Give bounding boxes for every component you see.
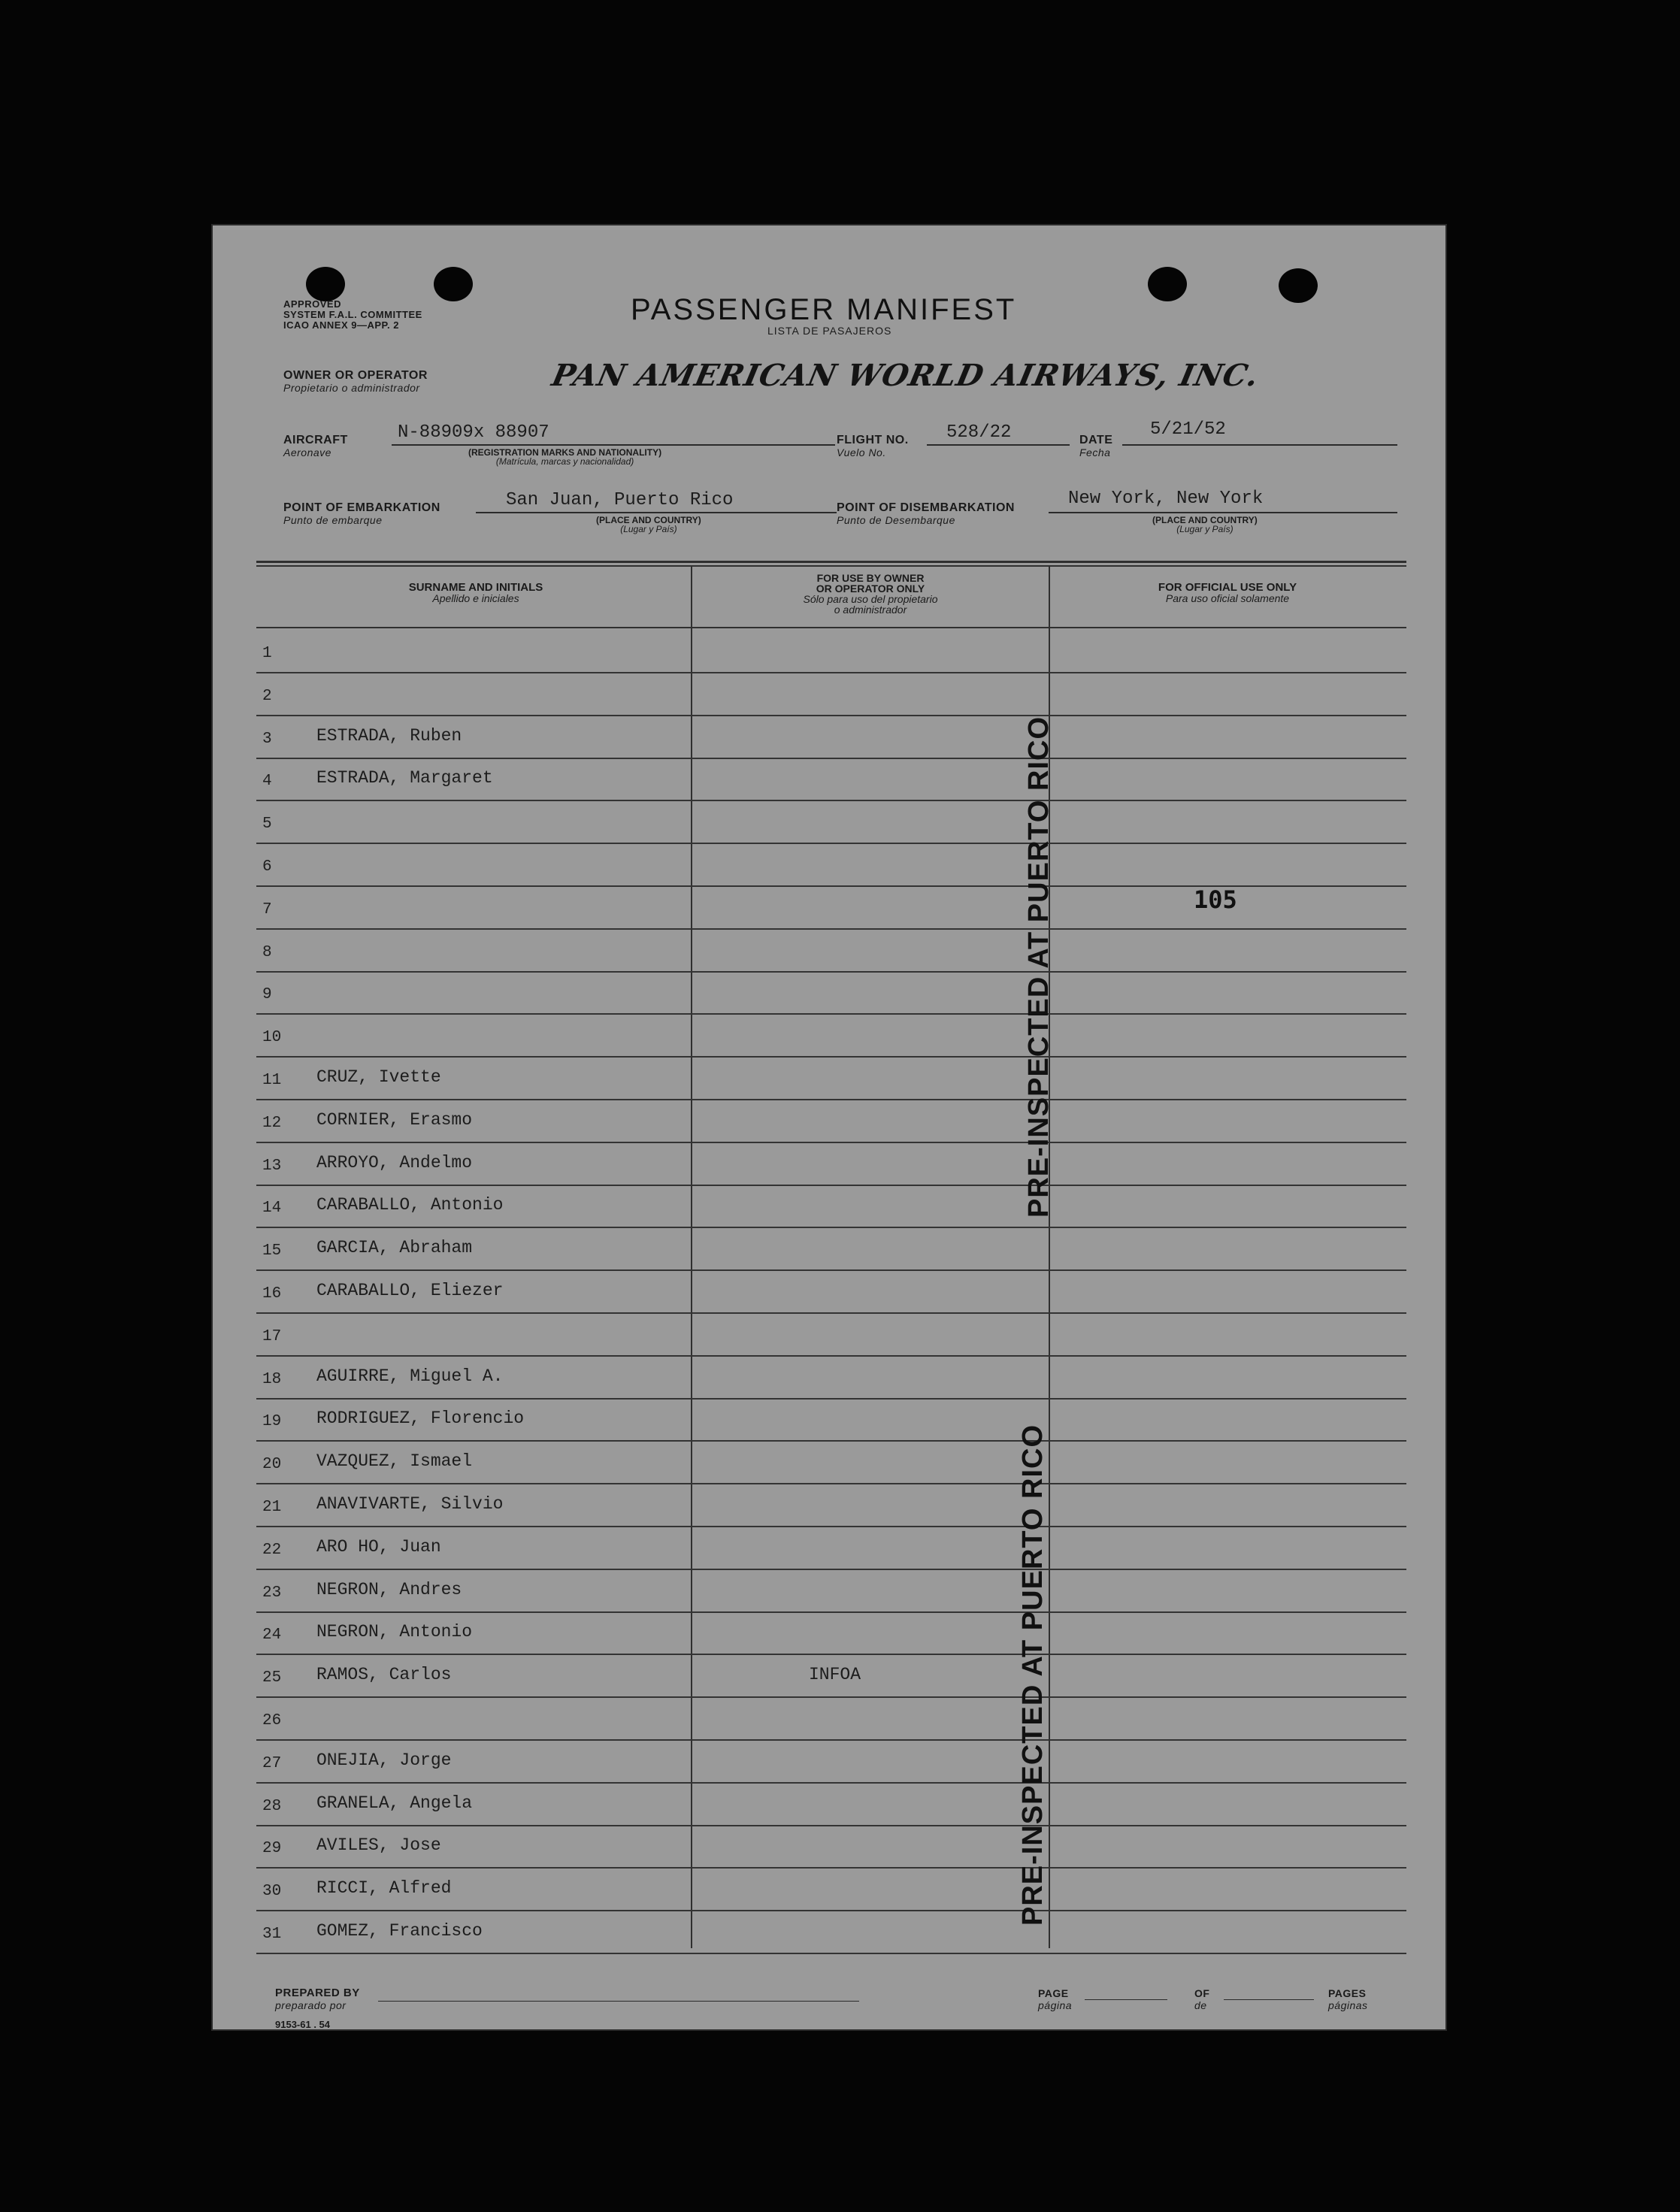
embark-place-note-es: (Lugar y País) bbox=[620, 524, 677, 534]
embark-value: San Juan, Puerto Rico bbox=[506, 490, 734, 510]
passenger-name: ESTRADA, Margaret bbox=[316, 768, 493, 788]
row-rule bbox=[256, 1867, 1406, 1869]
table-row bbox=[256, 1656, 1406, 1698]
owner-use-header-1: FOR USE BY OWNER bbox=[816, 572, 925, 584]
row-rule bbox=[256, 1910, 1406, 1911]
surname-column-header bbox=[325, 582, 626, 604]
aircraft-label bbox=[283, 434, 348, 458]
row-number: 24 bbox=[262, 1626, 282, 1645]
row-rule bbox=[256, 1953, 1406, 1954]
row-rule bbox=[256, 1013, 1406, 1015]
date-label bbox=[1079, 434, 1112, 458]
table-row bbox=[256, 1400, 1406, 1442]
row-number: 3 bbox=[262, 730, 272, 748]
date-underline bbox=[1122, 444, 1397, 446]
annex-text: ICAO ANNEX 9—APP. 2 bbox=[283, 319, 399, 331]
row-number: 4 bbox=[262, 773, 272, 791]
prepared-by-es: preparado por bbox=[275, 1999, 347, 2011]
date-value: 5/21/52 bbox=[1150, 419, 1226, 440]
row-rule bbox=[256, 1569, 1406, 1570]
date-label-en: DATE bbox=[1079, 434, 1113, 446]
of-underline bbox=[1224, 1999, 1314, 2000]
row-number: 17 bbox=[262, 1327, 282, 1345]
table-row bbox=[256, 1869, 1406, 1911]
passenger-name: GRANELA, Angela bbox=[316, 1793, 473, 1813]
prepared-by-label bbox=[275, 1987, 360, 2011]
embark-place-note-en: (PLACE AND COUNTRY) bbox=[596, 515, 701, 525]
disembark-underline bbox=[1049, 512, 1397, 513]
row-number: 6 bbox=[262, 858, 272, 876]
page-label-en: PAGE bbox=[1038, 1987, 1069, 1999]
table-row bbox=[256, 1571, 1406, 1613]
row-number: 13 bbox=[262, 1157, 282, 1175]
owner-use-header-2: OR OPERATOR ONLY bbox=[816, 583, 925, 595]
passenger-name: RODRIGUEZ, Florencio bbox=[316, 1409, 525, 1429]
punch-hole bbox=[434, 267, 473, 301]
row-number: 12 bbox=[262, 1114, 282, 1132]
row-number: 20 bbox=[262, 1456, 282, 1474]
table-row bbox=[256, 1144, 1406, 1186]
table-row bbox=[256, 1272, 1406, 1314]
surname-header-es: Apellido e iniciales bbox=[432, 592, 519, 604]
row-rule bbox=[256, 971, 1406, 973]
disembark-place-note-en: (PLACE AND COUNTRY) bbox=[1152, 515, 1258, 525]
page-underline bbox=[1085, 1999, 1167, 2000]
owner-label-en: OWNER OR OPERATOR bbox=[283, 369, 428, 382]
official-header-en: FOR OFFICIAL USE ONLY bbox=[1158, 581, 1297, 594]
row-rule bbox=[256, 928, 1406, 930]
row-number: 16 bbox=[262, 1285, 282, 1303]
row-rule bbox=[256, 1654, 1406, 1655]
table-row bbox=[256, 759, 1406, 801]
disembark-place-note-es: (Lugar y País) bbox=[1176, 524, 1234, 534]
owner-use-note: INFOA bbox=[809, 1665, 861, 1685]
row-rule bbox=[256, 1355, 1406, 1357]
page-label-es: página bbox=[1038, 1999, 1073, 2011]
of-label-en: OF bbox=[1194, 1987, 1210, 1999]
row-number: 28 bbox=[262, 1797, 282, 1815]
prepared-by-en: PREPARED BY bbox=[275, 1987, 360, 1999]
embark-place-note bbox=[596, 516, 701, 534]
passenger-name: CRUZ, Ivette bbox=[316, 1067, 441, 1087]
row-number: 19 bbox=[262, 1413, 282, 1431]
row-rule bbox=[256, 800, 1406, 801]
passenger-name: NEGRON, Antonio bbox=[316, 1622, 473, 1642]
of-label-es: de bbox=[1194, 1999, 1207, 2011]
form-code: 9153-61 . 54 bbox=[275, 2019, 331, 2030]
row-rule bbox=[256, 1312, 1406, 1314]
row-rule bbox=[256, 1056, 1406, 1058]
row-rule bbox=[256, 758, 1406, 759]
table-row bbox=[256, 1613, 1406, 1655]
registration-note bbox=[468, 448, 661, 466]
owner-use-header-es-1: Sólo para uso del propietario bbox=[803, 593, 938, 605]
owner-label bbox=[283, 370, 428, 394]
row-number: 5 bbox=[262, 816, 272, 834]
approved-text: APPROVED bbox=[283, 298, 341, 310]
embark-underline bbox=[476, 512, 837, 513]
row-rule bbox=[256, 1825, 1406, 1826]
owner-use-header-es-2: o administrador bbox=[834, 604, 907, 616]
row-number: 23 bbox=[262, 1584, 282, 1602]
row-rule bbox=[256, 1398, 1406, 1400]
row-rule bbox=[256, 1440, 1406, 1442]
row-number: 21 bbox=[262, 1499, 282, 1516]
table-top-rule-double bbox=[256, 565, 1406, 567]
row-number: 27 bbox=[262, 1754, 282, 1772]
row-rule bbox=[256, 1185, 1406, 1186]
passenger-name: AGUIRRE, Miguel A. bbox=[316, 1366, 504, 1386]
table-row bbox=[256, 1485, 1406, 1527]
embark-label-es: Punto de embarque bbox=[283, 514, 383, 526]
table-row bbox=[256, 930, 1406, 973]
row-number: 9 bbox=[262, 986, 272, 1004]
passenger-name: ARO HO, Juan bbox=[316, 1536, 441, 1557]
owner-label-es: Propietario o administrador bbox=[283, 382, 420, 394]
table-row bbox=[256, 973, 1406, 1015]
disembark-label bbox=[837, 502, 1015, 526]
committee-text: SYSTEM F.A.L. COMMITTEE bbox=[283, 309, 422, 320]
page-label bbox=[1038, 1987, 1072, 2011]
table-row bbox=[256, 717, 1406, 759]
flight-label bbox=[837, 434, 909, 458]
table-row bbox=[256, 1229, 1406, 1271]
punch-hole bbox=[306, 267, 345, 301]
table-row bbox=[256, 845, 1406, 887]
row-rule bbox=[256, 1269, 1406, 1271]
row-rule bbox=[256, 1142, 1406, 1143]
row-rule bbox=[256, 1099, 1406, 1100]
row-number: 30 bbox=[262, 1883, 282, 1901]
passenger-name: ESTRADA, Ruben bbox=[316, 725, 462, 746]
of-label bbox=[1194, 1987, 1209, 2011]
table-row bbox=[256, 1058, 1406, 1100]
disembark-label-es: Punto de Desembarque bbox=[837, 514, 955, 526]
passenger-name: ARROYO, Andelmo bbox=[316, 1152, 473, 1173]
row-rule bbox=[256, 1526, 1406, 1527]
aircraft-value: N-88909x 88907 bbox=[398, 422, 549, 443]
page-title: PASSENGER MANIFEST bbox=[631, 293, 1017, 326]
table-row bbox=[256, 1015, 1406, 1058]
row-number: 1 bbox=[262, 645, 272, 662]
flight-underline bbox=[927, 444, 1070, 446]
row-number: 11 bbox=[262, 1072, 282, 1089]
row-rule bbox=[256, 1782, 1406, 1784]
registration-note-es: (Matrícula, marcas y nacionalidad) bbox=[495, 456, 634, 467]
owner-use-column-header bbox=[724, 573, 1017, 615]
row-number: 15 bbox=[262, 1242, 282, 1260]
row-number: 31 bbox=[262, 1926, 282, 1943]
punch-hole bbox=[1148, 267, 1187, 301]
passenger-name: CARABALLO, Eliezer bbox=[316, 1281, 504, 1300]
date-label-es: Fecha bbox=[1079, 446, 1111, 458]
official-number: 105 bbox=[1194, 885, 1237, 914]
header-rule bbox=[256, 627, 1406, 628]
table-row bbox=[256, 1826, 1406, 1869]
table-row bbox=[256, 1528, 1406, 1570]
page-subtitle: LISTA DE PASAJEROS bbox=[767, 325, 892, 337]
passenger-name: RICCI, Alfred bbox=[316, 1878, 452, 1899]
surname-header-en: SURNAME AND INITIALS bbox=[408, 581, 543, 594]
disembark-place-note bbox=[1152, 516, 1258, 534]
row-number: 10 bbox=[262, 1029, 282, 1047]
passenger-name: ANAVIVARTE, Silvio bbox=[316, 1494, 504, 1514]
passenger-name: NEGRON, Andres bbox=[316, 1579, 462, 1599]
disembark-label-en: POINT OF DISEMBARKATION bbox=[837, 501, 1015, 514]
official-header-es: Para uso oficial solamente bbox=[1165, 592, 1290, 604]
table-row bbox=[256, 1186, 1406, 1228]
passenger-name: GARCIA, Abraham bbox=[316, 1238, 473, 1258]
flight-label-es: Vuelo No. bbox=[837, 446, 886, 458]
inspection-stamp-upper: PRE-INSPECTED AT PUERTO RICO bbox=[1023, 716, 1055, 1218]
row-number: 7 bbox=[262, 900, 272, 918]
row-number: 25 bbox=[262, 1669, 282, 1687]
row-number: 14 bbox=[262, 1200, 282, 1218]
table-row bbox=[256, 1442, 1406, 1484]
table-top-rule bbox=[256, 561, 1406, 563]
aircraft-label-es: Aeronave bbox=[283, 446, 331, 458]
row-rule bbox=[256, 1611, 1406, 1613]
disembark-value: New York, New York bbox=[1068, 489, 1264, 509]
approval-note bbox=[283, 299, 422, 331]
flight-value: 528/22 bbox=[946, 422, 1012, 443]
punch-hole bbox=[1279, 268, 1318, 303]
registration-note-en: (REGISTRATION MARKS AND NATIONALITY) bbox=[468, 447, 662, 458]
embark-label bbox=[283, 502, 440, 526]
table-row bbox=[256, 1357, 1406, 1400]
table-row bbox=[256, 1101, 1406, 1143]
row-rule bbox=[256, 1483, 1406, 1484]
row-rule bbox=[256, 715, 1406, 716]
passenger-name: CARABALLO, Antonio bbox=[316, 1195, 504, 1215]
table-row bbox=[256, 1912, 1406, 1954]
table-row bbox=[256, 1741, 1406, 1784]
row-number: 26 bbox=[262, 1712, 282, 1729]
operator-name: PAN AMERICAN WORLD AIRWAYS, INC. bbox=[549, 358, 1263, 393]
row-number: 22 bbox=[262, 1541, 282, 1559]
passenger-name: CORNIER, Erasmo bbox=[316, 1109, 473, 1130]
row-rule bbox=[256, 1739, 1406, 1741]
row-rule bbox=[256, 1696, 1406, 1698]
table-row bbox=[256, 674, 1406, 716]
prepared-by-underline bbox=[378, 2001, 859, 2002]
row-rule bbox=[256, 1227, 1406, 1228]
row-number: 8 bbox=[262, 943, 272, 961]
pages-label-en: PAGES bbox=[1328, 1987, 1367, 1999]
aircraft-underline bbox=[392, 444, 835, 446]
table-row bbox=[256, 631, 1406, 673]
passenger-name: RAMOS, Carlos bbox=[316, 1665, 452, 1685]
inspection-stamp-lower: PRE-INSPECTED AT PUERTO RICO bbox=[1017, 1424, 1049, 1926]
table-row bbox=[256, 1315, 1406, 1357]
passenger-name: ONEJIA, Jorge bbox=[316, 1750, 452, 1770]
row-rule bbox=[256, 843, 1406, 844]
flight-label-en: FLIGHT NO. bbox=[837, 434, 909, 446]
table-row bbox=[256, 1784, 1406, 1826]
official-column-header bbox=[1077, 582, 1378, 604]
row-number: 2 bbox=[262, 687, 272, 705]
passenger-name: VAZQUEZ, Ismael bbox=[316, 1451, 473, 1472]
pages-label bbox=[1328, 1987, 1368, 2011]
passenger-name: GOMEZ, Francisco bbox=[316, 1921, 483, 1941]
manifest-sheet bbox=[213, 225, 1445, 2029]
aircraft-label-en: AIRCRAFT bbox=[283, 434, 348, 446]
passenger-name: AVILES, Jose bbox=[316, 1835, 441, 1856]
table-row bbox=[256, 802, 1406, 844]
row-rule bbox=[256, 672, 1406, 673]
pages-label-es: páginas bbox=[1328, 1999, 1368, 2011]
row-number: 29 bbox=[262, 1840, 282, 1858]
row-number: 18 bbox=[262, 1370, 282, 1388]
table-row bbox=[256, 1699, 1406, 1741]
embark-label-en: POINT OF EMBARKATION bbox=[283, 501, 440, 514]
